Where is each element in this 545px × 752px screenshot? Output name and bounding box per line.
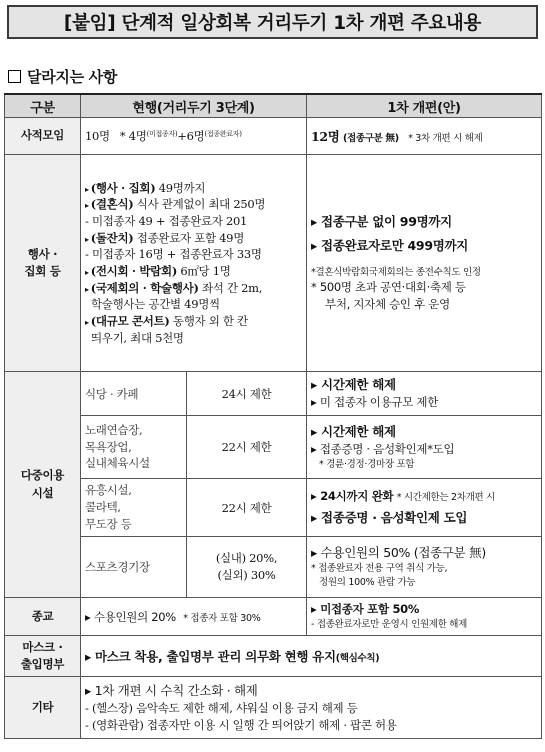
private-gathering-current: 10명 * 4명$^{(미접종자)}$+6명$^{(접종완료자)}$	[81, 118, 307, 155]
facility-current-restaurant: 24시 제한	[187, 372, 307, 416]
changes-table	[4, 93, 542, 739]
others-content: ▸ 1차 개편 시 수칙 간소화 · 해제 - (헬스장) 음악속도 제한 해제, 샤워실 이용 금지 해제 등 - (영화관람) 접종자만 이용 시 일행 간 띄어앉기 해제 · 팝콘 허용	[81, 677, 542, 739]
row-label-facilities: 다중이용 시설	[5, 372, 81, 598]
table-header-row	[5, 94, 542, 118]
events-current-line: - 미접종자 49 + 접종완료자 201	[85, 213, 248, 228]
checkbox-square-icon	[8, 70, 21, 83]
triangle-bullet-icon: ▸	[85, 284, 89, 294]
row-label-religion: 종교	[5, 598, 81, 636]
facility-current-stadium: (실내) 20%, (실외) 30%	[187, 537, 307, 598]
events-current-line: ▸ (결혼식) 식사 관계없이 최대 250명	[85, 197, 266, 212]
table-row	[5, 372, 542, 416]
header-revised: 1차 개편(안)	[307, 94, 542, 118]
table-row	[5, 598, 542, 636]
facility-revised-restaurant: ▸ 시간제한 해제 ▸ 미 접종자 이용규모 제한	[307, 372, 542, 416]
events-current-line: ▸ (전시회 · 박람회) 6㎡당 1명	[85, 264, 231, 278]
events-current-line: ▸ (대규모 콘서트) 동행자 외 한 칸	[85, 314, 248, 329]
religion-revised: ▸ 미접종자 포함 50% - 접종완료자로만 운영시 인원제한 해제	[307, 598, 542, 636]
table-row	[5, 537, 542, 598]
triangle-bullet-icon: ▸	[85, 318, 89, 328]
facility-name-entertainment: 유흥시설, 콜라텍, 무도장 등	[81, 479, 187, 537]
row-label-mask: 마스크 · 출입명부	[5, 636, 81, 677]
events-revised: ▸ 접종구분 없이 99명까지 ▸ 접종완료자로만 499명까지 *결혼식박람회국제회의는 종전수칙도 인정 * 500명 초과 공연·대회·축제 등 부처, 지자체 승인 후 운영	[307, 155, 542, 372]
header-category: 구분	[5, 94, 81, 118]
facility-current-karaoke: 22시 제한	[187, 416, 307, 479]
section-heading: 달라지는 사항	[8, 66, 117, 87]
table-row	[5, 155, 542, 372]
events-current	[81, 155, 307, 372]
facility-name-karaoke: 노래연습장, 목욕장업, 실내체육시설	[81, 416, 187, 479]
facility-revised-karaoke: ▸ 시간제한 해제 ▸ 접종증명 · 음성확인제*도입 * 경륜·경정·경마장 포함	[307, 416, 542, 479]
table-row	[5, 636, 542, 677]
facility-name-restaurant: 식당 · 카페	[81, 372, 187, 416]
events-current-line: ▸ (돌잔치) 접종완료자 포함 49명	[85, 230, 245, 245]
facility-revised-stadium: ▸ 수용인원의 50% (접종구분 無) * 접종완료자 전용 구역 취식 가능, 정원의 100% 관람 가능	[307, 537, 542, 598]
table-row	[5, 677, 542, 739]
religion-current: ▸ 수용인원의 20% * 접종자 포함 30%	[81, 598, 307, 636]
events-current-line: ▸ (행사 · 집회) 49명까지	[85, 180, 206, 195]
facility-revised-entertainment: ▸ 24시까지 완화 * 시간제한는 2차개편 시 ▸ 접종증명 · 음성확인제 도입	[307, 479, 542, 537]
facility-current-entertainment: 22시 제한	[187, 479, 307, 537]
private-gathering-revised: 12명 (접종구분 無) * 3차 개편 시 해제	[307, 118, 542, 155]
triangle-bullet-icon: ▸	[85, 201, 89, 211]
header-current: 현행(거리두기 3단계)	[81, 94, 307, 118]
document-title: [붙임] 단계적 일상회복 거리두기 1차 개편 주요내용	[7, 5, 538, 39]
events-current-line: 학술행사는 공간별 49명씩	[91, 297, 220, 312]
events-current-line: - 미접종자 16명 + 접종완료자 33명	[85, 247, 262, 262]
events-current-line: ▸ (국제회의 · 학술행사) 좌석 간 2m,	[85, 280, 263, 295]
table-row	[5, 416, 542, 479]
row-label-private-gathering: 사적모임	[5, 118, 81, 155]
events-current-line: 띄우기, 최대 5천명	[91, 330, 184, 345]
table-row	[5, 118, 542, 155]
triangle-bullet-icon: ▸	[85, 234, 89, 244]
table-row	[5, 479, 542, 537]
row-label-others: 기타	[5, 677, 81, 739]
mask-policy: ▸ 마스크 착용, 출입명부 관리 의무화 현행 유지(핵심수칙)	[81, 636, 542, 677]
triangle-bullet-icon: ▸	[85, 268, 89, 277]
row-label-events: 행사 · 집회 등	[5, 155, 81, 372]
triangle-bullet-icon: ▸	[85, 184, 89, 194]
facility-name-stadium: 스포츠경기장	[81, 537, 187, 598]
